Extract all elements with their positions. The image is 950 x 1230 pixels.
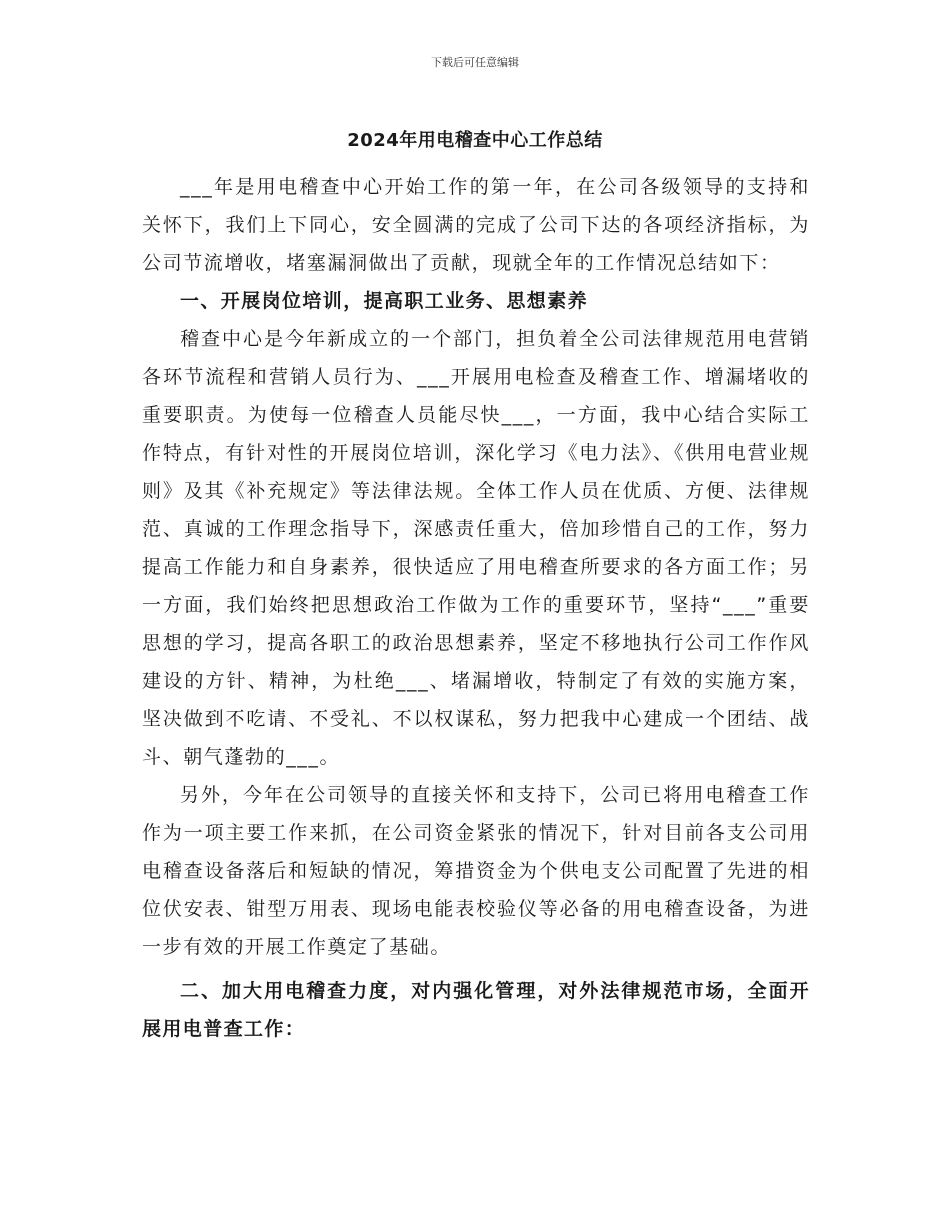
paragraph-equipment: 另外，今年在公司领导的直接关怀和支持下，公司已将用电稽查工作作为一项主要工作来抓，在公司资金紧张的情况下，针对目前各支公司用电稽查设备落后和短缺的情况，筹措资金为个供电支公司配置了先进的相位伏安表、钳型万用表、现场电能表校验仪等必备的用电稽查设备，为进一步有效的开展工作奠定了基础。 [142,784,810,958]
paragraph-intro: ___年是用电稽查中心开始工作的第一年，在公司各级领导的支持和关怀下，我们上下同心，安全圆满的完成了公司下达的各项经济指标，为公司节流增收，堵塞漏洞做出了贡献，现就全年的工作情况总结如下： [142,176,810,274]
document-body [142,168,810,1048]
paragraph-training: 稽查中心是今年新成立的一个部门，担负着全公司法律规范用电营销各环节流程和营销人员行为、___开展用电检查及稽查工作、增漏堵收的重要职责。为使每一位稽查人员能尽快___，一方面，我中心结合实际工作特点，有针对性的开展岗位培训，深化学习《电力法》、《供用电营业规则》及其《补充规定》等法律法规。全体工作人员在优质、方便、法律规范、真诚的工作理念指导下，深感责任重大，倍加珍惜自己的工作，努力提高工作能力和自身素养，很快适应了用电稽查所要求的各方面工作；另一方面，我们始终把思想政治工作做为工作的重要环节，坚持“___”重要思想的学习，提高各职工的政治思想素养，坚定不移地执行公司工作作风建设的方针、精神，为杜绝___、堵漏增收，特制定了有效的实施方案，坚决做到不吃请、不受礼、不以权谋私，努力把我中心建成一个团结、战斗、朝气蓬勃的___。 [142,328,810,768]
section-heading-2: 二、加大用电稽查力度，对内强化管理，对外法律规范市场，全面开展用电普查工作： [142,980,810,1040]
header-note: 下载后可任意编辑 [431,56,519,69]
document-title: 2024年用电稽查中心工作总结 [347,130,603,151]
section-heading-1: 一、开展岗位培训，提高职工业务、思想素养 [180,290,589,312]
